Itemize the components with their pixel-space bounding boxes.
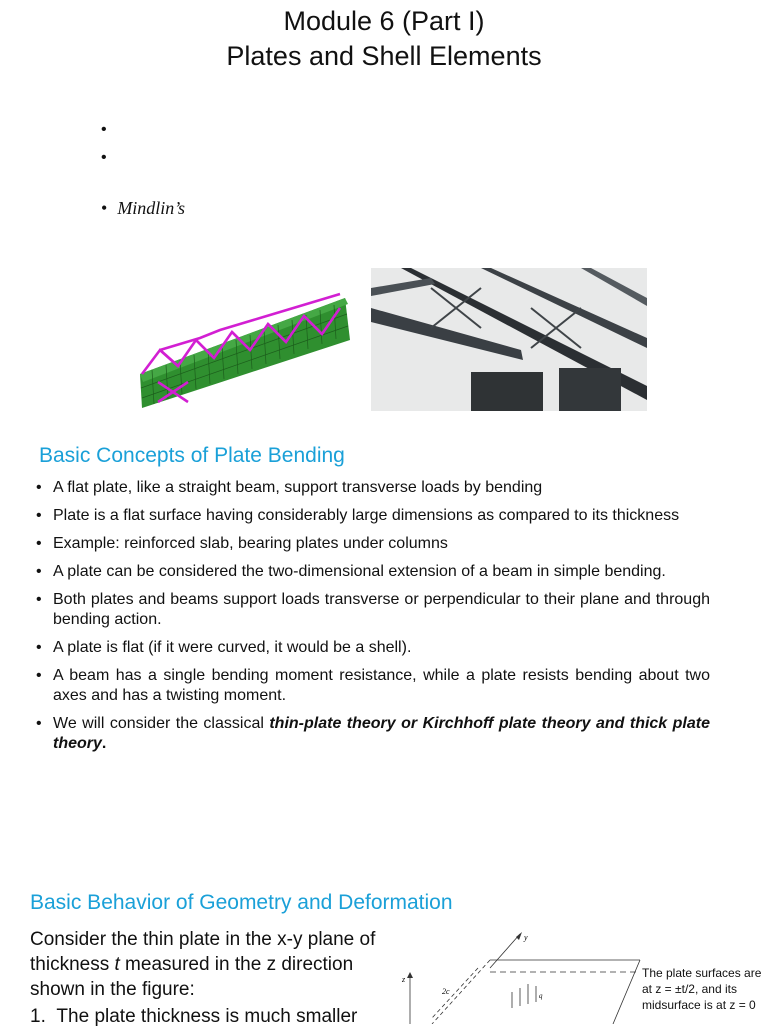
thin-plate-paragraph: Consider the thin plate in the x-y plane of thickness t measured in the z direction shown in the figure: 1. The plate thickness is much smaller: [30, 927, 390, 1029]
list-item: • A flat plate, like a straight beam, support transverse loads by bending: [36, 478, 710, 498]
empty-bullet: •: [101, 149, 107, 166]
list-item-theory: • We will consider the classical thin-plate theory or Kirchhoff plate theory and thick plate theory.: [36, 714, 710, 754]
mindlin-bullet: • Mindlin’s: [101, 198, 185, 218]
list-item: • Example: reinforced slab, bearing plates under columns: [36, 534, 710, 554]
y-axis-label: y: [524, 933, 528, 942]
list-item: • A plate can be considered the two-dimensional extension of a beam in simple bending.: [36, 562, 710, 582]
mindlin-text: Mindlin’s: [117, 198, 185, 218]
dimension-label: 2c: [442, 987, 450, 996]
section-heading-plate-bending: Basic Concepts of Plate Bending: [39, 444, 345, 467]
module-subtitle: Plates and Shell Elements: [226, 41, 542, 71]
bridge-girder-photo: [371, 268, 647, 411]
theory-emphasis: thin-plate theory or Kirchhoff plate theory and thick plate theory: [53, 715, 710, 752]
numbered-item: 1. The plate thickness is much smaller: [30, 1006, 358, 1027]
list-item: • A beam has a single bending moment resistance, while a plate resists bending about two axes and has a twisting moment.: [36, 666, 710, 706]
list-item: • A plate is flat (if it were curved, it would be a shell).: [36, 638, 710, 658]
load-label: q: [539, 992, 543, 1000]
z-axis-label: z: [402, 975, 406, 984]
thin-plate-diagram: [398, 928, 642, 1024]
load-arrows: [512, 984, 536, 1008]
truss-model-figure: [130, 278, 358, 418]
plate-bending-list: [36, 478, 710, 762]
empty-bullet: •: [101, 121, 107, 138]
plate-surface-note: The plate surfaces are at z = ±t/2, and its midsurface is at z = 0: [642, 966, 762, 1012]
list-item: • Both plates and beams support loads transverse or perpendicular to their plane and through bending action.: [36, 590, 710, 630]
module-title: Module 6 (Part I): [283, 6, 485, 36]
list-item: • Plate is a flat surface having considerably large dimensions as compared to its thickness: [36, 506, 710, 526]
section-heading-geometry: Basic Behavior of Geometry and Deformation: [30, 891, 453, 914]
